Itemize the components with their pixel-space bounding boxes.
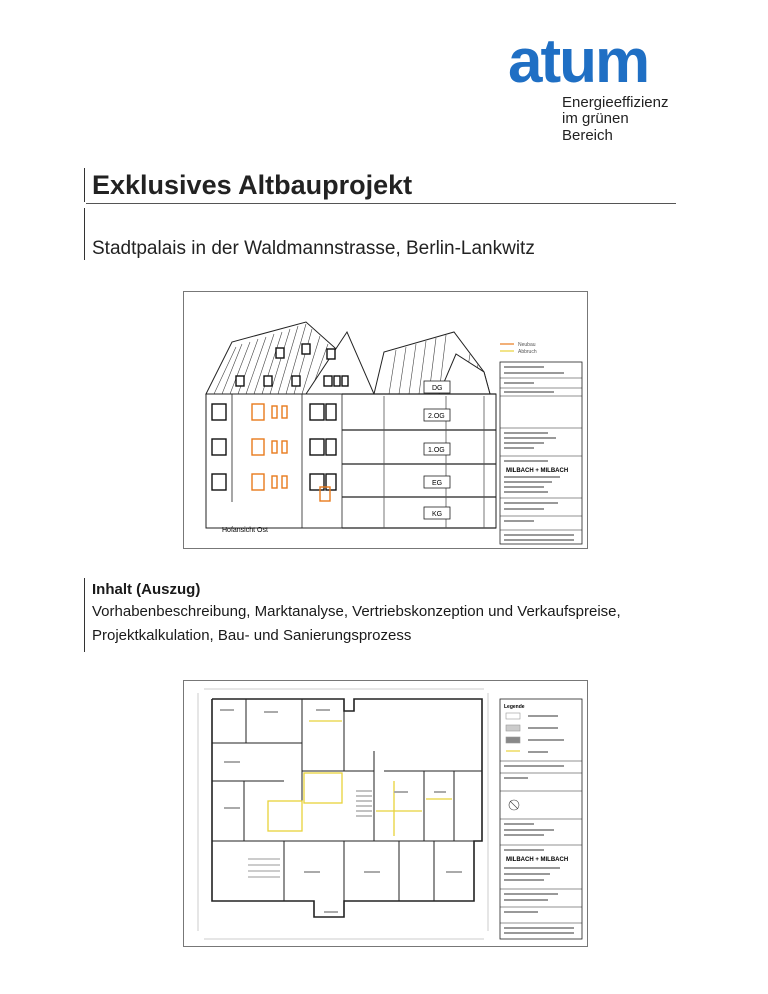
floorplan-svg: [184, 681, 587, 946]
elevation-caption: Hofansicht Ost: [222, 527, 268, 534]
floor-label-1og: 1.OG: [428, 447, 445, 454]
floor-label-kg: KG: [432, 511, 443, 518]
elevation-drawing: [183, 291, 588, 549]
legend-neubau: Neubau: [518, 342, 536, 348]
page-subtitle: Stadtpalais in der Waldmannstrasse, Berlin-Lankwitz: [92, 238, 535, 259]
floorplan-drawing: [183, 680, 588, 947]
floor-label-2og: 2.OG: [428, 413, 445, 420]
page-title: Exklusives Altbauprojekt: [92, 170, 413, 200]
atum-logo: [508, 27, 676, 144]
contents-line-1: Vorhabenbeschreibung, Marktanalyse, Vertriebskonzeption und Verkaufspreise,: [92, 603, 621, 620]
floorplan-legend-title: Legende: [504, 704, 525, 710]
floor-label-dg: DG: [432, 385, 443, 392]
contents-left-rule: [84, 578, 85, 652]
legend-abbruch: Abbruch: [518, 349, 537, 355]
subtitle-left-rule: [84, 208, 85, 260]
contents-line-2: Projektkalkulation, Bau- und Sanierungsprozess: [92, 627, 412, 644]
floor-label-eg: EG: [432, 480, 443, 487]
contents-heading: Inhalt (Auszug): [92, 581, 201, 598]
title-underline: [86, 203, 676, 204]
logo-tagline-2: im grünen Bereich: [562, 110, 629, 144]
floorplan-architect: MILBACH + MILBACH: [506, 857, 569, 863]
title-left-rule: [84, 168, 85, 202]
logo-tagline-1: Energieeffizienz: [562, 94, 669, 111]
elevation-architect: MILBACH + MILBACH: [506, 468, 569, 474]
elevation-svg: [184, 292, 587, 548]
logo-wordmark: atum: [508, 27, 649, 96]
